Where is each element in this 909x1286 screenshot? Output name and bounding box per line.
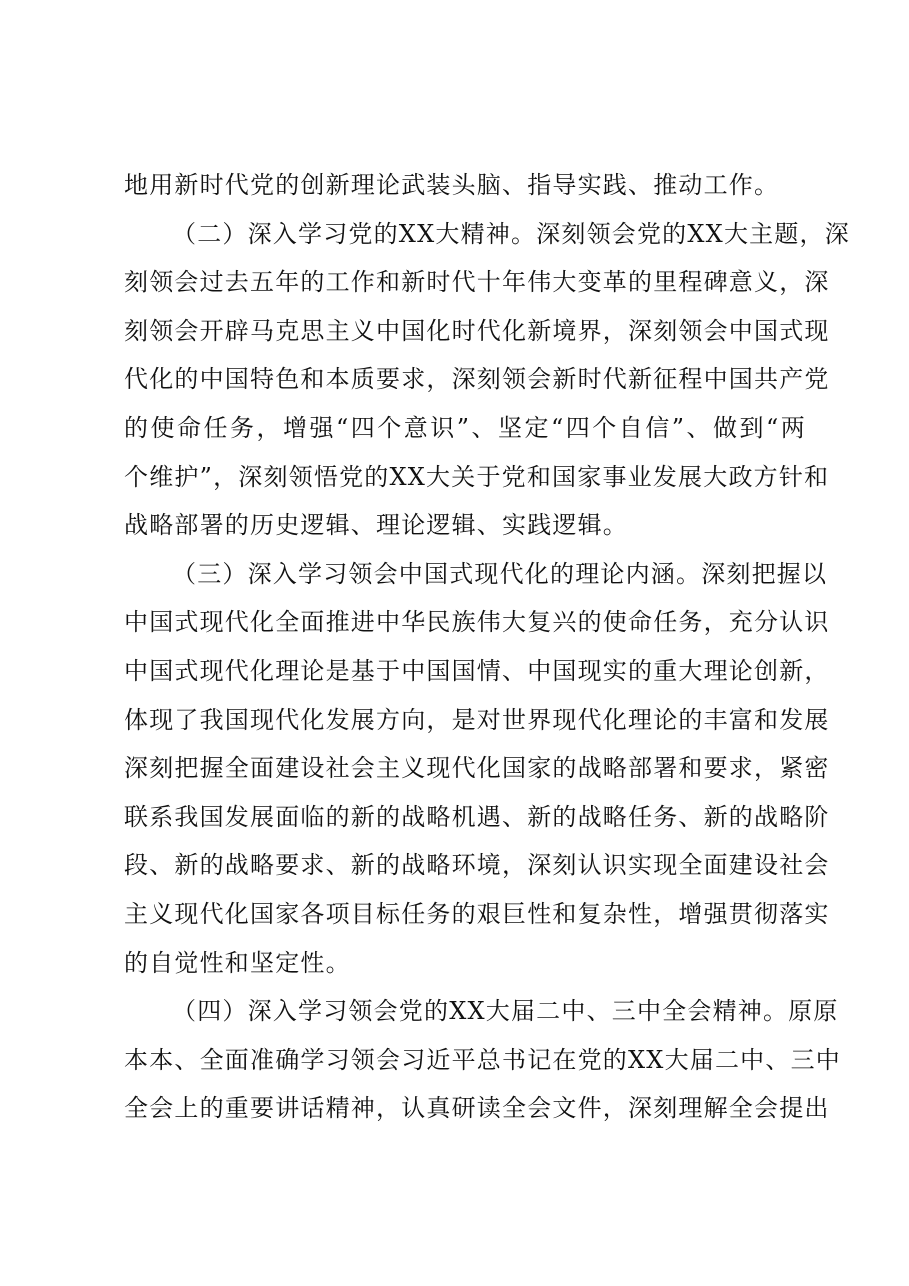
text-line: 中国式现代化理论是基于中国国情、中国现实的重大理论创新， [124, 656, 830, 685]
paragraph-3-first-line: （三）深入学习领会中国式现代化的理论内涵。深刻把握以 [172, 559, 828, 588]
text-line: 战略部署的历史逻辑、理论逻辑、实践逻辑。 [124, 511, 628, 540]
text-line: 本本、全面准确学习领会习近平总书记在党的XX大届二中、三中 [124, 1045, 841, 1074]
text-line: 全会上的重要讲话精神，认真研读全会文件，深刻理解全会提出 [124, 1094, 830, 1123]
text-line: 地用新时代党的创新理论武装头脑、指导实践、推动工作。 [124, 171, 780, 199]
text-line: 刻领会开辟马克思主义中国化时代化新境界，深刻领会中国式现 [124, 316, 830, 345]
text-line: 体现了我国现代化发展方向，是对世界现代化理论的丰富和发展 [124, 705, 830, 734]
text-line: 个维护”，深刻领悟党的XX大关于党和国家事业发展大政方针和 [124, 462, 830, 491]
text-line: 的自觉性和坚定性。 [124, 948, 351, 977]
paragraph-2-first-line: （二）深入学习党的XX大精神。深刻领会党的XX大主题，深 [172, 219, 850, 248]
text-line: 代化的中国特色和本质要求，深刻领会新时代新征程中国共产党 [124, 365, 830, 394]
text-line: 的使命任务，增强“四个意识”、坚定“四个自信”、做到“两 [124, 413, 806, 442]
text-line: 主义现代化国家各项目标任务的艰巨性和复杂性，增强贯彻落实 [124, 899, 830, 928]
text-line: 联系我国发展面临的新的战略机遇、新的战略任务、新的战略阶 [124, 802, 830, 831]
text-line: 深刻把握全面建设社会主义现代化国家的战略部署和要求，紧密 [124, 754, 830, 783]
text-line: 刻领会过去五年的工作和新时代十年伟大变革的里程碑意义，深 [124, 268, 830, 297]
text-line: 段、新的战略要求、新的战略环境，深刻认识实现全面建设社会 [124, 851, 830, 880]
text-line: 中国式现代化全面推进中华民族伟大复兴的使命任务，充分认识 [124, 608, 830, 637]
paragraph-4-first-line: （四）深入学习领会党的XX大届二中、三中全会精神。原原 [172, 997, 839, 1026]
document-body [124, 161, 850, 1133]
